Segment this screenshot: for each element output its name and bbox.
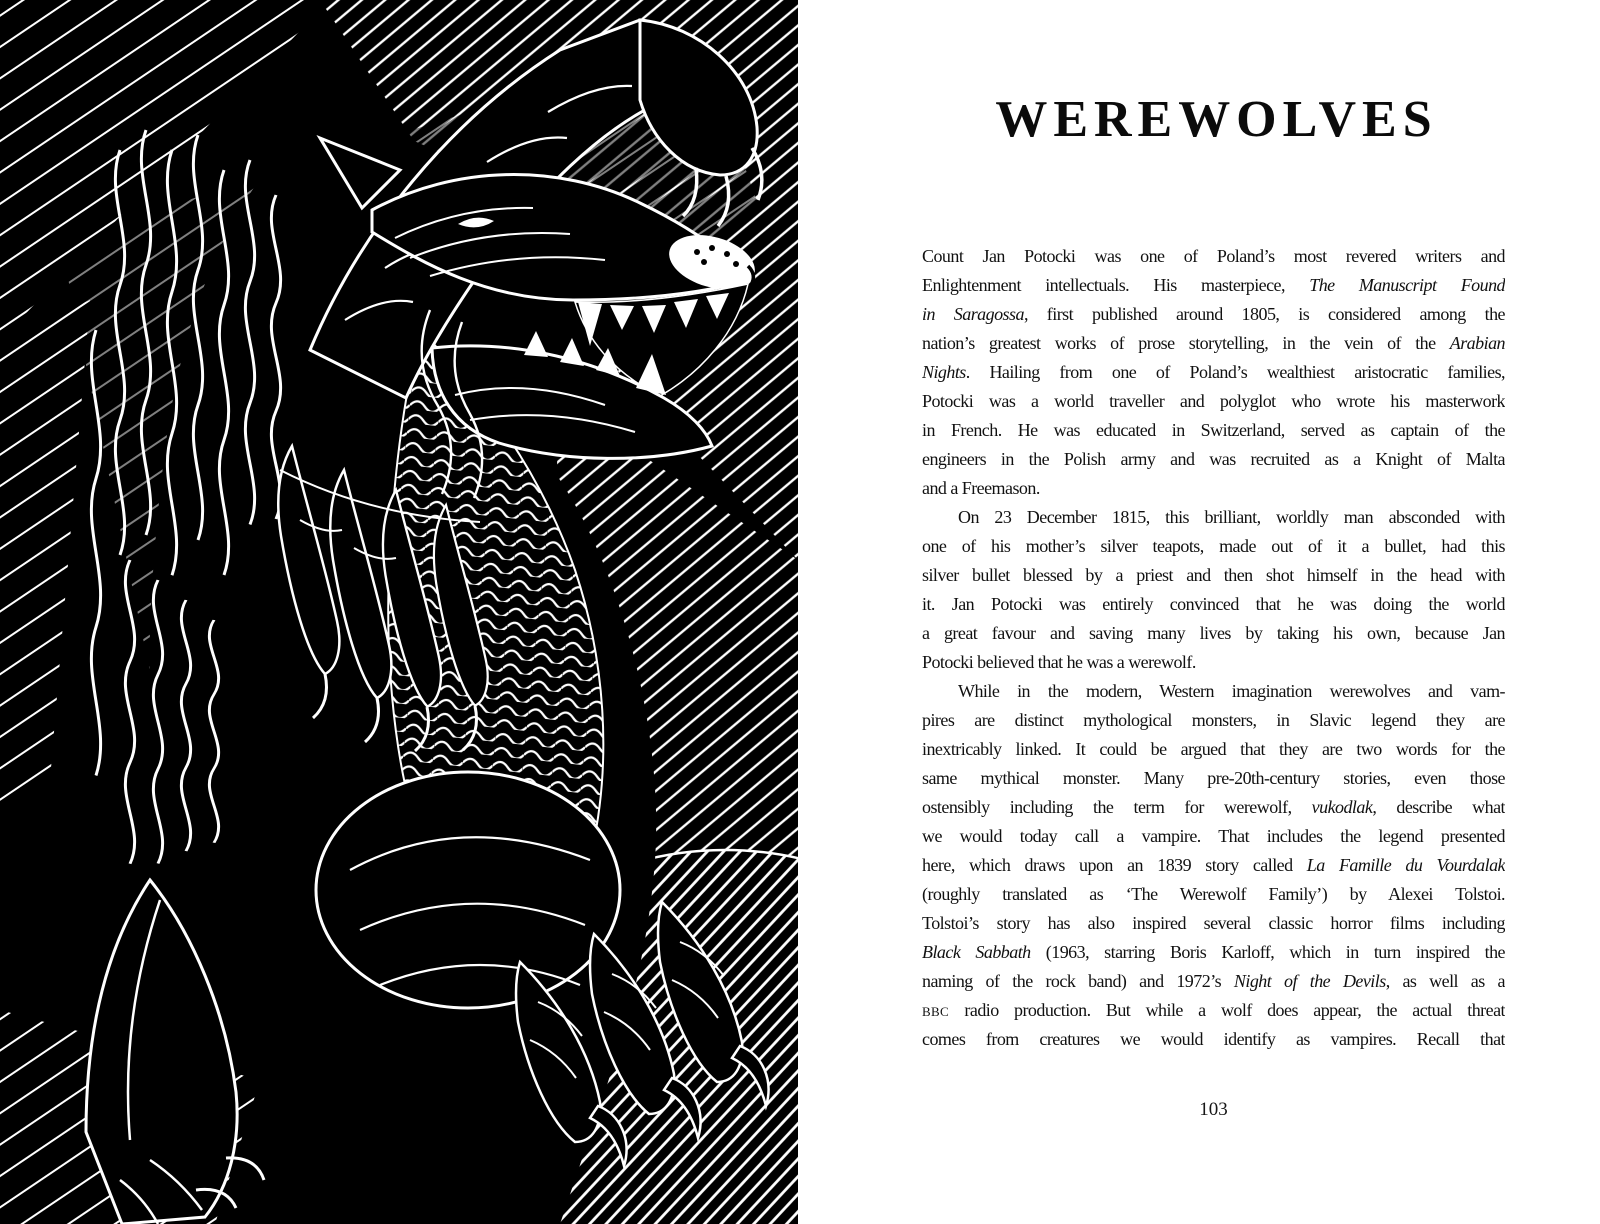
text-line: Potocki believed that he was a werewolf. [922, 652, 1196, 672]
paragraph [922, 677, 1505, 1054]
chapter-title: WEREWOLVES [995, 91, 1438, 148]
text-line: a great favour and saving many lives by taking his own, because Jan [922, 623, 1505, 643]
body-text [922, 242, 1505, 1054]
text-line: Potocki was a world traveller and polyglot who wrote his masterwork [922, 391, 1505, 411]
text-line: nation’s greatest works of prose storytelling, in the vein of the Arabian [922, 333, 1505, 353]
text-line: it. Jan Potocki was entirely convinced that he was doing the world [922, 594, 1505, 614]
text-line: engineers in the Polish army and was recruited as a Knight of Malta [922, 449, 1505, 469]
text-line: silver bullet blessed by a priest and then shot himself in the head with [922, 565, 1505, 585]
text-line: in Saragossa, first published around 1805, is considered among the [922, 304, 1505, 324]
paragraph [922, 242, 1505, 503]
text-line: While in the modern, Western imagination werewolves and vam- [958, 681, 1505, 701]
text-line: (roughly translated as ‘The Werewolf Family’) by Alexei Tolstoi. [922, 884, 1505, 904]
text-line: ostensibly including the term for werewolf, vukodlak, describe what [922, 797, 1505, 817]
text-line: same mythical monster. Many pre-20th-century stories, even those [922, 768, 1505, 788]
text-line: Black Sabbath (1963, starring Boris Karloff, which in turn inspired the [922, 942, 1505, 962]
text-line: Enlightenment intellectuals. His masterpiece, The Manuscript Found [922, 275, 1505, 295]
text-line: and a Freemason. [922, 478, 1040, 498]
text-line: Tolstoi’s story has also inspired several classic horror films including [922, 913, 1505, 933]
text-line: On 23 December 1815, this brilliant, worldly man absconded with [958, 507, 1505, 527]
text-line: Count Jan Potocki was one of Poland’s most revered writers and [922, 246, 1505, 266]
werewolf-woodcut-illustration [0, 0, 798, 1224]
text-line: in French. He was educated in Switzerland, served as captain of the [922, 420, 1505, 440]
text-line: bbc radio production. But while a wolf does appear, the actual threat [922, 1000, 1505, 1020]
text-line: naming of the rock band) and 1972’s Night of the Devils, as well as a [922, 971, 1505, 991]
text-line: here, which draws upon an 1839 story called La Famille du Vourdalak [922, 855, 1505, 875]
page-number: 103 [1199, 1099, 1228, 1120]
text-line: comes from creatures we would identify as vampires. Recall that [922, 1029, 1505, 1049]
text-line: inextricably linked. It could be argued that they are two words for the [922, 739, 1505, 759]
paragraph [922, 503, 1505, 677]
text-line: pires are distinct mythological monsters, in Slavic legend they are [922, 710, 1505, 730]
right-page [800, 0, 1600, 1224]
text-line: Nights. Hailing from one of Poland’s wealthiest aristocratic families, [922, 362, 1505, 382]
text-line: we would today call a vampire. That includes the legend presented [922, 826, 1505, 846]
text-line: one of his mother’s silver teapots, made out of it a bullet, had this [922, 536, 1505, 556]
